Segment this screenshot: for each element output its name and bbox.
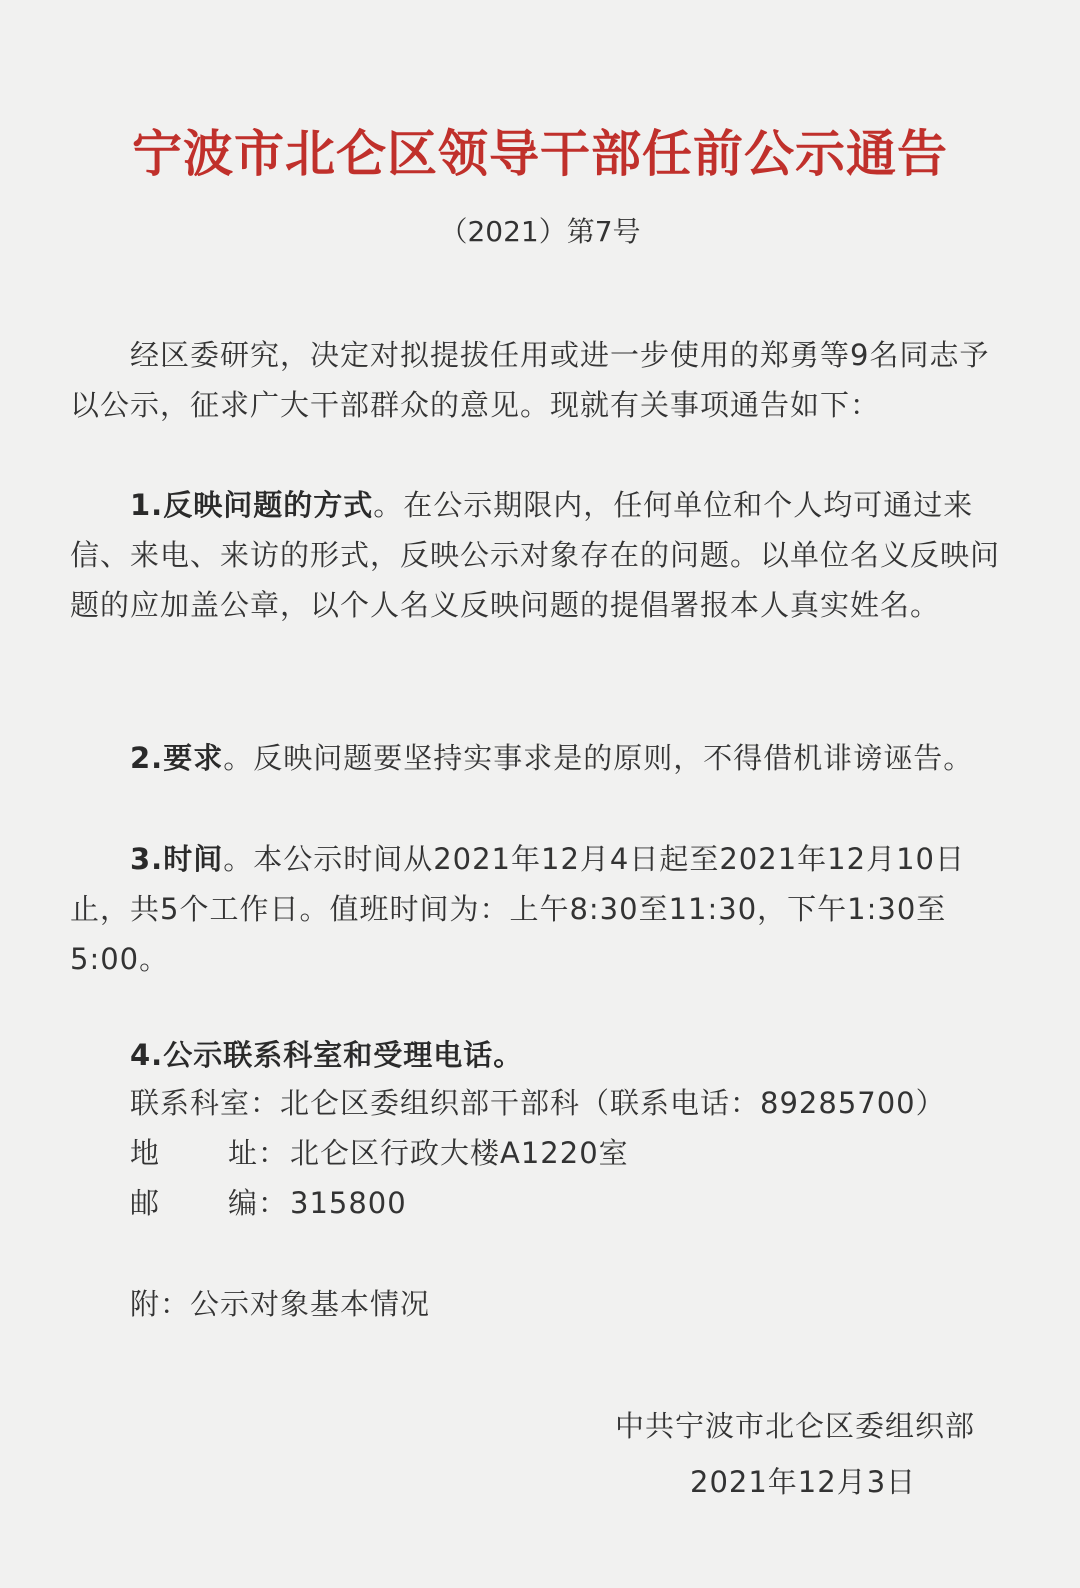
item-1-text: 。在公示期限内，任何单位和个人均可通过来信、来电、来访的形式，反映公示对象存在的问题。以单位名义反映问题的应加盖公章，以个人名义反映问题的提倡署报本人真实姓名。 [70,488,1001,622]
postcode-label-char: 邮 [130,1186,161,1220]
item-3-heading: 3.时间 [130,842,224,876]
contact-postcode-label [130,1178,290,1228]
postcode-label-suffix: 编： [228,1186,289,1220]
contact-office-value: 北仑区委组织部干部科（联系电话：89285700） [280,1086,946,1120]
item-1-heading: 1.反映问题的方式 [130,488,374,522]
contact-address-label [130,1128,290,1178]
item-2-heading: 2.要求 [130,741,224,775]
address-label-suffix: 址： [228,1136,289,1170]
contact-office-line [130,1078,946,1128]
contact-office-label: 联系科室： [130,1086,281,1120]
address-label-char: 地 [130,1136,161,1170]
item-2-text: 。反映问题要坚持实事求是的原则，不得借机诽谤诬告。 [223,741,974,775]
item-1-paragraph [70,480,1010,630]
contact-postcode-line [130,1178,407,1228]
item-3-text: 。本公示时间从2021年12月4日起至2021年12月10日止，共5个工作日。值班时间为：上午8:30至11:30，下午1:30至5:00。 [70,842,965,976]
item-2-paragraph [70,733,1010,783]
issue-date: 2021年12月3日 [690,1465,917,1499]
contact-address-line [130,1128,629,1178]
document-number: （2021）第7号 [439,215,641,248]
item-3-paragraph [70,834,1010,984]
item-4-heading: 4.公示联系科室和受理电话 [130,1038,494,1072]
issuer-signature: 中共宁波市北仑区委组织部 [615,1409,976,1443]
item-4-heading-line [130,1030,523,1080]
contact-address-value: 北仑区行政大楼A1220室 [290,1136,629,1170]
notice-title: 宁波市北仑区领导干部任前公示通告 [132,125,948,183]
attachment-note: 附：公示对象基本情况 [130,1287,431,1321]
contact-postcode-value: 315800 [290,1186,407,1220]
item-4-text: 。 [493,1038,524,1072]
intro-paragraph: 经区委研究，决定对拟提拔任用或进一步使用的郑勇等9名同志予以公示，征求广大干部群众的意见。现就有关事项通告如下： [70,338,990,422]
